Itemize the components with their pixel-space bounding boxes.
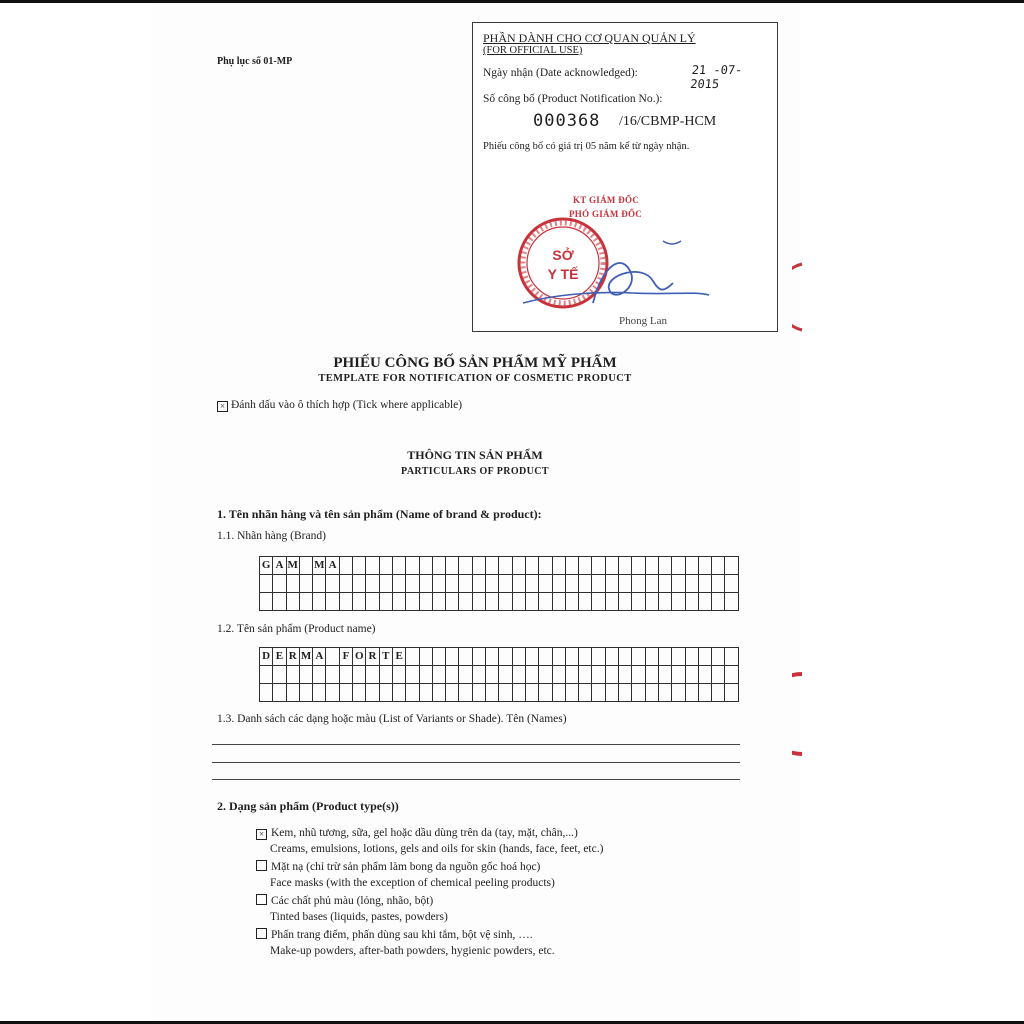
letter-cell[interactable] xyxy=(379,666,392,684)
letter-cell[interactable] xyxy=(565,593,578,611)
letter-cell[interactable] xyxy=(486,684,499,702)
letter-cell[interactable] xyxy=(366,666,379,684)
letter-cell[interactable] xyxy=(299,557,312,575)
option-label-vi: Mặt nạ (chỉ trừ sản phẩm làm bong da nguồn gốc hoá học) xyxy=(271,861,541,873)
letter-cell[interactable] xyxy=(273,666,286,684)
letter-cell[interactable] xyxy=(539,593,552,611)
official-title: PHẦN DÀNH CHO CƠ QUAN QUẢN LÝ xyxy=(483,31,696,45)
letter-cell[interactable] xyxy=(499,575,512,593)
letter-cell[interactable] xyxy=(486,575,499,593)
letter-cell[interactable] xyxy=(339,684,352,702)
edge-seal-fragment-bottom xyxy=(792,672,804,756)
letter-cell[interactable] xyxy=(632,684,645,702)
appendix-label: Phụ lục số 01-MP xyxy=(217,56,293,67)
option-checkbox[interactable] xyxy=(256,860,267,871)
letter-cell[interactable] xyxy=(658,648,671,666)
letter-cell[interactable] xyxy=(366,575,379,593)
letter-cell[interactable] xyxy=(605,575,618,593)
letter-cell[interactable] xyxy=(392,666,405,684)
letter-cell[interactable] xyxy=(579,593,592,611)
letter-cell[interactable] xyxy=(672,648,685,666)
section-1-heading: 1. Tên nhãn hàng và tên sản phẩm (Name of brand & product): xyxy=(217,507,542,521)
letter-cell[interactable] xyxy=(512,575,525,593)
letter-cell[interactable] xyxy=(366,684,379,702)
letter-cell[interactable] xyxy=(592,648,605,666)
letter-cell[interactable] xyxy=(486,666,499,684)
letter-cell[interactable] xyxy=(432,666,445,684)
letter-cell[interactable] xyxy=(605,593,618,611)
letter-cell[interactable] xyxy=(260,666,273,684)
letter-cell[interactable] xyxy=(339,666,352,684)
letter-cell[interactable]: E xyxy=(273,648,286,666)
letter-cell[interactable] xyxy=(339,593,352,611)
letter-cell[interactable] xyxy=(565,575,578,593)
letter-cell[interactable] xyxy=(698,666,711,684)
letter-cell[interactable] xyxy=(486,593,499,611)
letter-cell[interactable] xyxy=(619,684,632,702)
letter-cell[interactable] xyxy=(326,648,339,666)
letter-cell[interactable] xyxy=(579,648,592,666)
letter-cell[interactable] xyxy=(685,648,698,666)
letter-cell[interactable] xyxy=(658,557,671,575)
letter-cell[interactable] xyxy=(539,666,552,684)
letter-cell[interactable] xyxy=(260,593,273,611)
letter-cell[interactable] xyxy=(565,684,578,702)
letter-cell[interactable] xyxy=(645,648,658,666)
letter-cell[interactable] xyxy=(579,575,592,593)
official-use-box xyxy=(472,22,778,332)
letter-cell[interactable] xyxy=(632,648,645,666)
letter-cell[interactable] xyxy=(672,593,685,611)
option-checkbox[interactable]: × xyxy=(256,829,267,840)
letter-cell[interactable] xyxy=(592,575,605,593)
letter-cell[interactable] xyxy=(712,666,725,684)
letter-cell[interactable] xyxy=(552,684,565,702)
letter-cell[interactable] xyxy=(512,684,525,702)
letter-cell[interactable] xyxy=(698,557,711,575)
date-acknowledged-label: Ngày nhận (Date acknowledged): xyxy=(483,67,638,79)
letter-cell[interactable] xyxy=(446,684,459,702)
letter-cell[interactable] xyxy=(565,557,578,575)
letter-cell[interactable] xyxy=(619,648,632,666)
letter-cell[interactable] xyxy=(366,593,379,611)
variants-label: 1.3. Danh sách các dạng hoặc màu (List of Variants or Shade). Tên (Names) xyxy=(217,713,567,725)
notification-number-suffix: /16/CBMP-HCM xyxy=(619,114,717,129)
letter-cell[interactable] xyxy=(406,575,419,593)
letter-cell[interactable] xyxy=(685,557,698,575)
letter-cell[interactable] xyxy=(632,593,645,611)
letter-cell[interactable] xyxy=(432,648,445,666)
letter-cell[interactable] xyxy=(658,666,671,684)
letter-cell[interactable] xyxy=(472,684,485,702)
letter-cell[interactable] xyxy=(698,648,711,666)
svg-text:Y TẾ: Y TẾ xyxy=(547,266,579,282)
tick-note-text: Đánh dấu vào ô thích hợp (Tick where applicable) xyxy=(231,399,463,411)
letter-cell[interactable] xyxy=(725,666,738,684)
letter-cell[interactable] xyxy=(539,684,552,702)
letter-cell[interactable] xyxy=(286,575,299,593)
date-acknowledged-value: 21 -07- 2015 xyxy=(689,63,744,91)
letter-cell[interactable] xyxy=(406,593,419,611)
notification-number-label: Số công bố (Product Notification No.): xyxy=(483,93,663,105)
variants-line-3[interactable] xyxy=(212,779,740,780)
letter-cell[interactable] xyxy=(459,648,472,666)
letter-cell[interactable] xyxy=(725,575,738,593)
letter-cell[interactable] xyxy=(645,575,658,593)
letter-cell[interactable] xyxy=(645,557,658,575)
letter-cell[interactable] xyxy=(486,557,499,575)
letter-cell[interactable] xyxy=(339,557,352,575)
letter-cell[interactable] xyxy=(260,575,273,593)
letter-cell[interactable] xyxy=(419,575,432,593)
letter-cell[interactable]: T xyxy=(379,648,392,666)
letter-cell[interactable] xyxy=(712,648,725,666)
variants-line-2[interactable] xyxy=(212,762,740,763)
svg-text:SỞ: SỞ xyxy=(552,247,574,263)
letter-cell[interactable] xyxy=(432,575,445,593)
option-label-vi: Kem, nhũ tương, sữa, gel hoặc dầu dùng trên da (tay, mặt, chân,...) xyxy=(271,827,578,839)
letter-cell[interactable] xyxy=(472,666,485,684)
letter-cell[interactable] xyxy=(632,575,645,593)
option-label-vi: Phấn trang điểm, phấn dùng sau khi tắm, bột vệ sinh, …. xyxy=(271,929,533,941)
deputy-director-title: PHÓ GIÁM ĐỐC xyxy=(569,209,643,219)
letter-cell[interactable] xyxy=(313,684,326,702)
letter-cell[interactable] xyxy=(379,684,392,702)
letter-cell[interactable] xyxy=(472,557,485,575)
letter-cell[interactable] xyxy=(525,666,538,684)
letter-cell[interactable] xyxy=(313,575,326,593)
letter-cell[interactable] xyxy=(632,557,645,575)
letter-cell[interactable] xyxy=(326,684,339,702)
letter-cell[interactable] xyxy=(605,666,618,684)
letter-cell[interactable] xyxy=(260,684,273,702)
letter-cell[interactable] xyxy=(725,648,738,666)
letter-cell[interactable] xyxy=(353,684,366,702)
letter-cell[interactable]: A xyxy=(273,557,286,575)
letter-cell[interactable]: O xyxy=(353,648,366,666)
letter-cell[interactable] xyxy=(419,666,432,684)
letter-cell[interactable] xyxy=(446,666,459,684)
letter-cell[interactable] xyxy=(512,648,525,666)
letter-cell[interactable] xyxy=(459,684,472,702)
letter-cell[interactable] xyxy=(579,684,592,702)
letter-cell[interactable] xyxy=(313,593,326,611)
letter-cell[interactable] xyxy=(672,557,685,575)
official-title-en: (FOR OFFICIAL USE) xyxy=(483,45,583,56)
product-name-label: 1.2. Tên sản phẩm (Product name) xyxy=(217,623,376,635)
letter-cell[interactable] xyxy=(446,648,459,666)
letter-cell[interactable] xyxy=(698,684,711,702)
letter-cell[interactable] xyxy=(512,666,525,684)
letter-cell[interactable] xyxy=(419,684,432,702)
letter-cell[interactable] xyxy=(539,648,552,666)
letter-cell[interactable] xyxy=(619,593,632,611)
letter-cell[interactable] xyxy=(712,593,725,611)
letter-cell[interactable] xyxy=(725,557,738,575)
letter-cell[interactable] xyxy=(565,666,578,684)
letter-cell[interactable] xyxy=(299,593,312,611)
letter-cell[interactable] xyxy=(565,648,578,666)
letter-cell[interactable] xyxy=(432,684,445,702)
letter-cell[interactable] xyxy=(459,666,472,684)
option-label-en: Tinted bases (liquids, pastes, powders) xyxy=(270,911,448,923)
notification-number: 000368 xyxy=(533,111,601,131)
letter-cell[interactable] xyxy=(353,593,366,611)
brand-letter-grid[interactable] xyxy=(259,556,739,611)
letter-cell[interactable] xyxy=(392,557,405,575)
letter-cell[interactable] xyxy=(605,684,618,702)
letter-cell[interactable] xyxy=(645,593,658,611)
letter-cell[interactable] xyxy=(379,575,392,593)
letter-cell[interactable] xyxy=(725,684,738,702)
signer-name: Phong Lan xyxy=(619,315,667,327)
product-type-option[interactable] xyxy=(256,859,555,891)
letter-cell[interactable] xyxy=(406,648,419,666)
director-title: KT GIÁM ĐỐC xyxy=(573,195,640,205)
letter-cell[interactable] xyxy=(685,684,698,702)
letter-cell[interactable]: M xyxy=(299,648,312,666)
letter-cell[interactable] xyxy=(525,648,538,666)
letter-cell[interactable] xyxy=(286,666,299,684)
letter-cell[interactable] xyxy=(645,666,658,684)
letter-cell[interactable] xyxy=(645,684,658,702)
letter-cell[interactable] xyxy=(299,684,312,702)
letter-cell[interactable] xyxy=(712,684,725,702)
letter-cell[interactable] xyxy=(432,593,445,611)
letter-cell[interactable] xyxy=(392,684,405,702)
product-type-option[interactable] xyxy=(256,927,555,959)
letter-cell[interactable] xyxy=(712,557,725,575)
letter-cell[interactable]: M xyxy=(313,557,326,575)
option-label-en: Face masks (with the exception of chemical peeling products) xyxy=(270,877,555,889)
letter-cell[interactable] xyxy=(539,575,552,593)
letter-cell[interactable] xyxy=(685,666,698,684)
letter-cell[interactable] xyxy=(552,575,565,593)
letter-cell[interactable] xyxy=(353,666,366,684)
letter-cell[interactable] xyxy=(472,593,485,611)
product-type-option[interactable] xyxy=(256,893,448,925)
letter-cell[interactable] xyxy=(619,557,632,575)
letter-cell[interactable] xyxy=(685,593,698,611)
checked-box-icon: × xyxy=(217,401,228,412)
option-checkbox[interactable] xyxy=(256,928,267,939)
letter-cell[interactable] xyxy=(579,666,592,684)
letter-cell[interactable]: D xyxy=(260,648,273,666)
option-label-vi: Các chất phủ màu (lỏng, nhão, bột) xyxy=(271,895,434,907)
letter-cell[interactable] xyxy=(552,666,565,684)
letter-cell[interactable] xyxy=(512,593,525,611)
letter-cell[interactable] xyxy=(299,666,312,684)
letter-cell[interactable] xyxy=(406,666,419,684)
form-title-en: TEMPLATE FOR NOTIFICATION OF COSMETIC PRODUCT xyxy=(318,373,632,384)
signature-mark xyxy=(513,233,713,323)
letter-cell[interactable] xyxy=(632,666,645,684)
letter-cell[interactable] xyxy=(698,593,711,611)
letter-cell[interactable] xyxy=(712,575,725,593)
validity-note: Phiếu công bố có giá trị 05 năm kể từ ngày nhận. xyxy=(483,141,690,152)
letter-cell[interactable] xyxy=(273,575,286,593)
letter-cell[interactable] xyxy=(672,666,685,684)
section-title: THÔNG TIN SẢN PHẨM xyxy=(407,448,543,462)
option-label-en: Creams, emulsions, lotions, gels and oils for skin (hands, face, feet, etc.) xyxy=(270,843,604,855)
letter-cell[interactable] xyxy=(512,557,525,575)
letter-cell[interactable] xyxy=(326,575,339,593)
letter-cell[interactable] xyxy=(685,575,698,593)
letter-cell[interactable]: F xyxy=(339,648,352,666)
letter-cell[interactable] xyxy=(525,593,538,611)
letter-cell[interactable] xyxy=(326,666,339,684)
top-frame-border xyxy=(0,0,1024,3)
section-title-en: PARTICULARS OF PRODUCT xyxy=(401,466,549,477)
letter-cell[interactable] xyxy=(525,557,538,575)
letter-cell[interactable]: M xyxy=(286,557,299,575)
variants-line-1[interactable] xyxy=(212,744,740,745)
letter-cell[interactable] xyxy=(672,684,685,702)
letter-cell[interactable]: R xyxy=(366,648,379,666)
letter-cell[interactable]: E xyxy=(392,648,405,666)
letter-cell[interactable] xyxy=(286,593,299,611)
letter-cell[interactable] xyxy=(725,593,738,611)
edge-seal-fragment-top xyxy=(792,262,804,332)
letter-cell[interactable] xyxy=(472,575,485,593)
option-label-en: Make-up powders, after-bath powders, hygienic powders, etc. xyxy=(270,945,555,957)
letter-cell[interactable] xyxy=(499,593,512,611)
letter-cell[interactable] xyxy=(299,575,312,593)
letter-cell[interactable] xyxy=(406,557,419,575)
letter-cell[interactable] xyxy=(419,593,432,611)
letter-cell[interactable] xyxy=(525,684,538,702)
letter-cell[interactable] xyxy=(392,575,405,593)
letter-cell[interactable] xyxy=(605,648,618,666)
letter-cell[interactable] xyxy=(273,593,286,611)
letter-cell[interactable] xyxy=(326,593,339,611)
letter-cell[interactable] xyxy=(459,575,472,593)
form-title: PHIẾU CÔNG BỐ SẢN PHẨM MỸ PHẨM xyxy=(333,355,617,371)
letter-cell[interactable] xyxy=(459,557,472,575)
letter-cell[interactable] xyxy=(552,557,565,575)
letter-cell[interactable] xyxy=(313,666,326,684)
letter-cell[interactable] xyxy=(273,684,286,702)
product-name-letter-grid[interactable] xyxy=(259,647,739,702)
letter-cell[interactable] xyxy=(658,684,671,702)
letter-cell[interactable] xyxy=(392,593,405,611)
letter-cell[interactable] xyxy=(353,557,366,575)
letter-cell[interactable] xyxy=(672,575,685,593)
letter-cell[interactable] xyxy=(525,575,538,593)
option-checkbox[interactable] xyxy=(256,894,267,905)
letter-cell[interactable] xyxy=(592,684,605,702)
letter-cell[interactable]: G xyxy=(260,557,273,575)
brand-label: 1.1. Nhãn hàng (Brand) xyxy=(217,530,326,542)
letter-cell[interactable] xyxy=(698,575,711,593)
letter-cell[interactable] xyxy=(552,593,565,611)
letter-cell[interactable] xyxy=(619,666,632,684)
letter-cell[interactable] xyxy=(552,648,565,666)
letter-cell[interactable] xyxy=(379,557,392,575)
letter-cell[interactable] xyxy=(432,557,445,575)
letter-cell[interactable] xyxy=(619,575,632,593)
letter-cell[interactable] xyxy=(353,575,366,593)
letter-cell[interactable] xyxy=(286,684,299,702)
letter-cell[interactable] xyxy=(406,684,419,702)
section-2-heading: 2. Dạng sản phẩm (Product type(s)) xyxy=(217,799,399,813)
letter-cell[interactable] xyxy=(539,557,552,575)
letter-cell[interactable] xyxy=(579,557,592,575)
letter-cell[interactable] xyxy=(419,648,432,666)
letter-cell[interactable] xyxy=(379,593,392,611)
letter-cell[interactable] xyxy=(499,648,512,666)
letter-cell[interactable] xyxy=(592,593,605,611)
letter-cell[interactable] xyxy=(446,575,459,593)
letter-cell[interactable] xyxy=(486,648,499,666)
letter-cell[interactable]: A xyxy=(313,648,326,666)
letter-cell[interactable] xyxy=(419,557,432,575)
letter-cell[interactable] xyxy=(446,557,459,575)
letter-cell[interactable] xyxy=(658,593,671,611)
letter-cell[interactable] xyxy=(592,666,605,684)
letter-cell[interactable]: R xyxy=(286,648,299,666)
letter-cell[interactable] xyxy=(339,575,352,593)
tick-note xyxy=(217,399,462,411)
letter-cell[interactable] xyxy=(658,575,671,593)
letter-cell[interactable] xyxy=(446,593,459,611)
letter-cell[interactable] xyxy=(592,557,605,575)
letter-cell[interactable] xyxy=(499,684,512,702)
letter-cell[interactable] xyxy=(499,666,512,684)
letter-cell[interactable] xyxy=(459,593,472,611)
letter-cell[interactable] xyxy=(605,557,618,575)
letter-cell[interactable] xyxy=(499,557,512,575)
letter-cell[interactable]: A xyxy=(326,557,339,575)
letter-cell[interactable] xyxy=(366,557,379,575)
letter-cell[interactable] xyxy=(472,648,485,666)
product-type-option[interactable] xyxy=(256,825,603,857)
